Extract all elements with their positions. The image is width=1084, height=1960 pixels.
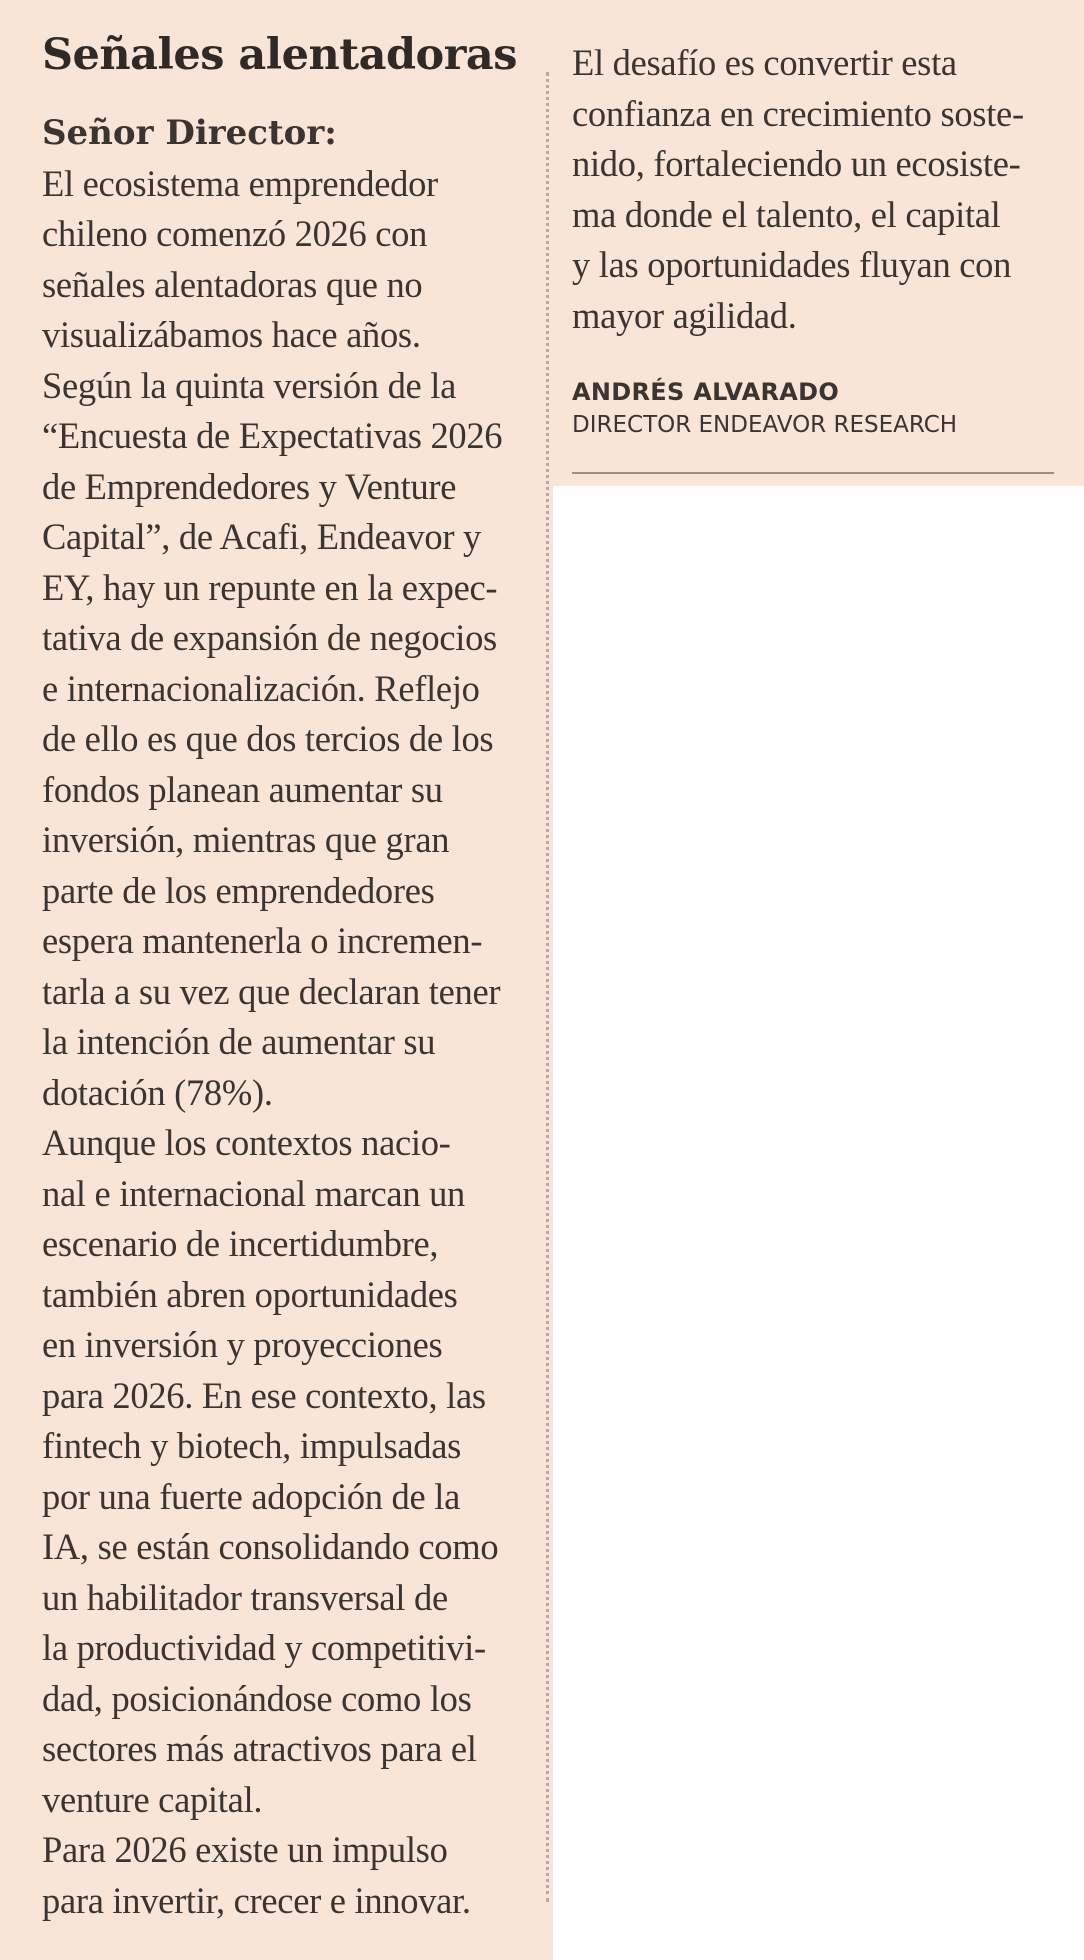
paragraph-line: señales alentadoras que no xyxy=(42,263,423,305)
paragraph-line: de ello es que dos tercios de los xyxy=(42,718,494,760)
paragraph-line: confianza en crecimiento soste- xyxy=(572,92,1024,134)
paragraph-line: e internacionalización. Reflejo xyxy=(42,667,480,709)
letter-salutation: Señor Director: xyxy=(42,112,337,153)
paragraph-line: dotación (78%). xyxy=(42,1071,273,1113)
letter-paragraph-2 xyxy=(42,1118,532,1825)
paragraph-line: visualizábamos hace años. xyxy=(42,314,421,356)
paragraph-line: la productividad y competitivi- xyxy=(42,1627,486,1669)
signature-rule xyxy=(572,472,1054,474)
paragraph-line: Para 2026 existe un impulso xyxy=(42,1829,448,1871)
paragraph-line: EY, hay un repunte en la expec- xyxy=(42,566,498,608)
letter-headline: Señales alentadoras xyxy=(42,30,517,80)
paragraph-line: también abren oportunidades xyxy=(42,1273,458,1315)
letter-column-right xyxy=(572,38,1062,441)
letter-paragraph-3 xyxy=(42,1825,532,1926)
paragraph-line: ma donde el talento, el capital xyxy=(572,193,1001,235)
paragraph-line: El ecosistema emprendedor xyxy=(42,162,438,204)
paragraph-line: escenario de incertidumbre, xyxy=(42,1223,439,1265)
paragraph-line: y las oportunidades fluyan con xyxy=(572,244,1012,285)
paragraph-line: El desafío es convertir esta xyxy=(572,42,957,83)
signature-block xyxy=(572,375,1062,441)
letter-paragraph-4 xyxy=(572,38,1062,341)
paragraph-line: nal e internacional marcan un xyxy=(42,1172,466,1214)
paragraph-line: en inversión y proyecciones xyxy=(42,1324,443,1366)
paragraph-line: fondos planean aumentar su xyxy=(42,768,443,810)
paragraph-line: fintech y biotech, impulsadas xyxy=(42,1425,462,1467)
paragraph-line: parte de los emprendedores xyxy=(42,869,435,911)
paragraph-line: IA, se están consolidando como xyxy=(42,1526,499,1568)
paragraph-line: Aunque los contextos nacio- xyxy=(42,1122,451,1164)
paragraph-line: para 2026. En ese contexto, las xyxy=(42,1374,486,1416)
paragraph-line: de Emprendedores y Venture xyxy=(42,465,457,507)
paragraph-line: nido, fortaleciendo un ecosiste- xyxy=(572,143,1021,184)
signature-title: DIRECTOR ENDEAVOR RESEARCH xyxy=(572,412,958,438)
signature-name: ANDRÉS ALVARADO xyxy=(572,378,840,406)
paragraph-line: chileno comenzó 2026 con xyxy=(42,213,428,255)
paragraph-line: Capital”, de Acafi, Endeavor y xyxy=(42,516,481,558)
paragraph-line: “Encuesta de Expectativas 2026 xyxy=(42,415,503,457)
letter-column-left xyxy=(42,30,532,1926)
paragraph-line: para invertir, crecer e innovar. xyxy=(42,1879,471,1921)
paragraph-line: mayor agilidad. xyxy=(572,294,797,336)
paragraph-line: espera mantenerla o incremen- xyxy=(42,920,483,962)
paragraph-line: inversión, mientras que gran xyxy=(42,819,450,861)
paragraph-line: Según la quinta versión de la xyxy=(42,364,456,406)
paragraph-line: por una fuerte adopción de la xyxy=(42,1475,460,1517)
paragraph-line: la intención de aumentar su xyxy=(42,1021,436,1063)
paragraph-line: un habilitador transversal de xyxy=(42,1576,448,1618)
paragraph-line: venture capital. xyxy=(42,1778,263,1820)
paragraph-line: tarla a su vez que declaran tener xyxy=(42,970,501,1012)
paragraph-line: dad, posicionándose como los xyxy=(42,1677,472,1719)
column-divider xyxy=(546,72,549,1902)
paragraph-line: tativa de expansión de negocios xyxy=(42,617,497,659)
letter-paragraph-1 xyxy=(42,159,532,1119)
paragraph-line: sectores más atractivos para el xyxy=(42,1728,477,1770)
